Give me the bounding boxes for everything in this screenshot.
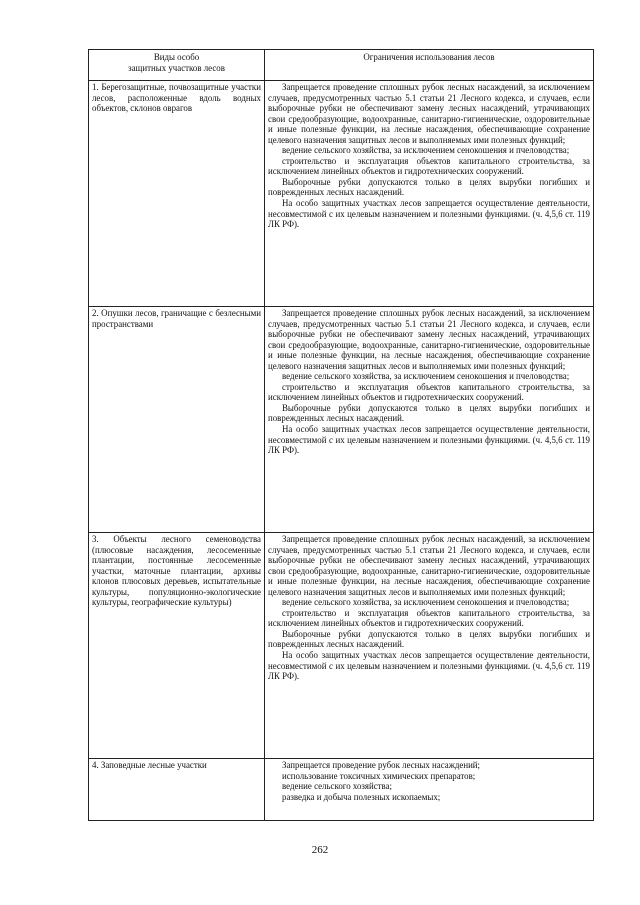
area-type-cell: 4. Заповедные лесные участки [89,759,265,821]
restriction-paragraph: строительство и эксплуатация объектов капитального строительства, за исключением линейных объектов и гидротехнических сооружений. [268,607,590,629]
restriction-paragraph: Выборочные рубки допускаются только в целях вырубки погибших и поврежденных лесных насаждений. [268,176,590,198]
restrictions-table [88,49,594,821]
restriction-paragraph: ведение сельского хозяйства, за исключением сенокошения и пчеловодства; [282,145,570,156]
area-type-cell: 2. Опушки лесов, граничащие с безлесными пространствами [89,307,265,533]
restriction-paragraph: строительство и эксплуатация объектов капитального строительства, за исключением линейных объектов и гидротехнических сооружений. [268,155,590,177]
restrictions-cell [265,533,594,759]
restriction-paragraph: Выборочные рубки допускаются только в целях вырубки погибших и поврежденных лесных насаждений. [268,402,590,424]
restriction-paragraph: Запрещается проведение сплошных рубок лесных насаждений, за исключением случаев, предусмотренных частью 5.1 статьи 21 Лесного кодекса, и случаев, если выборочные рубки не обеспечивают замену лесных насаждений, утрачивающих свои средообразующие, водоохранные, санитарно-гигиенические, оздоровительные и иные полезные функции, на лесные насаждения, обеспечивающие сохранение целевого назначения защитных лесов и выполняемых ими полезных функций; [268,534,590,597]
table-row [89,81,594,307]
area-type-cell: 3. Объекты лесного семеноводства (плюсовые насаждения, лесосеменные плантации, постоянные лесосеменные участки, маточные плантации, архивы клонов плюсовых деревьев, испытательные культуры, популяционно-экологические культуры, географические культуры) [89,533,265,759]
page-number: 262 [311,844,329,856]
header-col1-text: Виды особо защитных участков лесов [128,52,225,73]
restriction-paragraph: использование токсичных химических препаратов; [282,770,476,781]
table-row [89,307,594,533]
restriction-paragraph: Выборочные рубки допускаются только в целях вырубки погибших и поврежденных лесных насаждений. [268,628,590,650]
restriction-paragraph: На особо защитных участках лесов запрещается осуществление деятельности, несовместимой с их целевым назначением и полезными функциями. (ч. 4,5,6 ст. 119 ЛК РФ). [268,650,590,682]
restriction-paragraph: Запрещается проведение рубок лесных насаждений; [282,760,481,770]
header-forest-area-types [89,50,265,81]
restriction-paragraph: строительство и эксплуатация объектов капитального строительства, за исключением линейных объектов и гидротехнических сооружений. [268,381,590,403]
restriction-paragraph: Запрещается проведение сплошных рубок лесных насаждений, за исключением случаев, предусмотренных частью 5.1 статьи 21 Лесного кодекса, и случаев, если выборочные рубки не обеспечивают замену лесных насаждений, утрачивающих свои средообразующие, водоохранные, санитарно-гигиенические, оздоровительные и иные полезные функции, на лесные насаждения, обеспечивающие сохранение целевого назначения защитных лесов и выполняемых ими полезных функций; [268,308,590,371]
area-type-cell: 1. Берегозащитные, почвозащитные участки лесов, расположенные вдоль водных объектов, склонов оврагов [89,81,265,307]
restriction-paragraph: разведка и добыча полезных ископаемых; [282,791,441,802]
restriction-paragraph: ведение сельского хозяйства, за исключением сенокошения и пчеловодства; [282,597,570,608]
restriction-paragraph: Запрещается проведение сплошных рубок лесных насаждений, за исключением случаев, предусмотренных частью 5.1 статьи 21 Лесного кодекса, и случаев, если выборочные рубки не обеспечивают замену лесных насаждений, утрачивающих свои средообразующие, водоохранные, санитарно-гигиенические, оздоровительные и иные полезные функции, на лесные насаждения, обеспечивающие сохранение целевого назначения защитных лесов и выполняемых ими полезных функций; [268,82,590,145]
restriction-paragraph: На особо защитных участках лесов запрещается осуществление деятельности, несовместимой с их целевым назначением и полезными функциями. (ч. 4,5,6 ст. 119 ЛК РФ). [268,198,590,230]
restriction-paragraph: ведение сельского хозяйства; [282,781,393,792]
restrictions-cell [265,307,594,533]
restrictions-cell [265,759,594,821]
table-header-row [89,50,594,81]
restriction-paragraph: На особо защитных участках лесов запрещается осуществление деятельности, несовместимой с их целевым назначением и полезными функциями. (ч. 4,5,6 ст. 119 ЛК РФ). [268,424,590,456]
table-row [89,759,594,821]
restrictions-cell [265,81,594,307]
header-forest-use-restrictions: Ограничения использования лесов [265,50,594,81]
restriction-paragraph: ведение сельского хозяйства, за исключением сенокошения и пчеловодства; [282,371,570,382]
table-row [89,533,594,759]
